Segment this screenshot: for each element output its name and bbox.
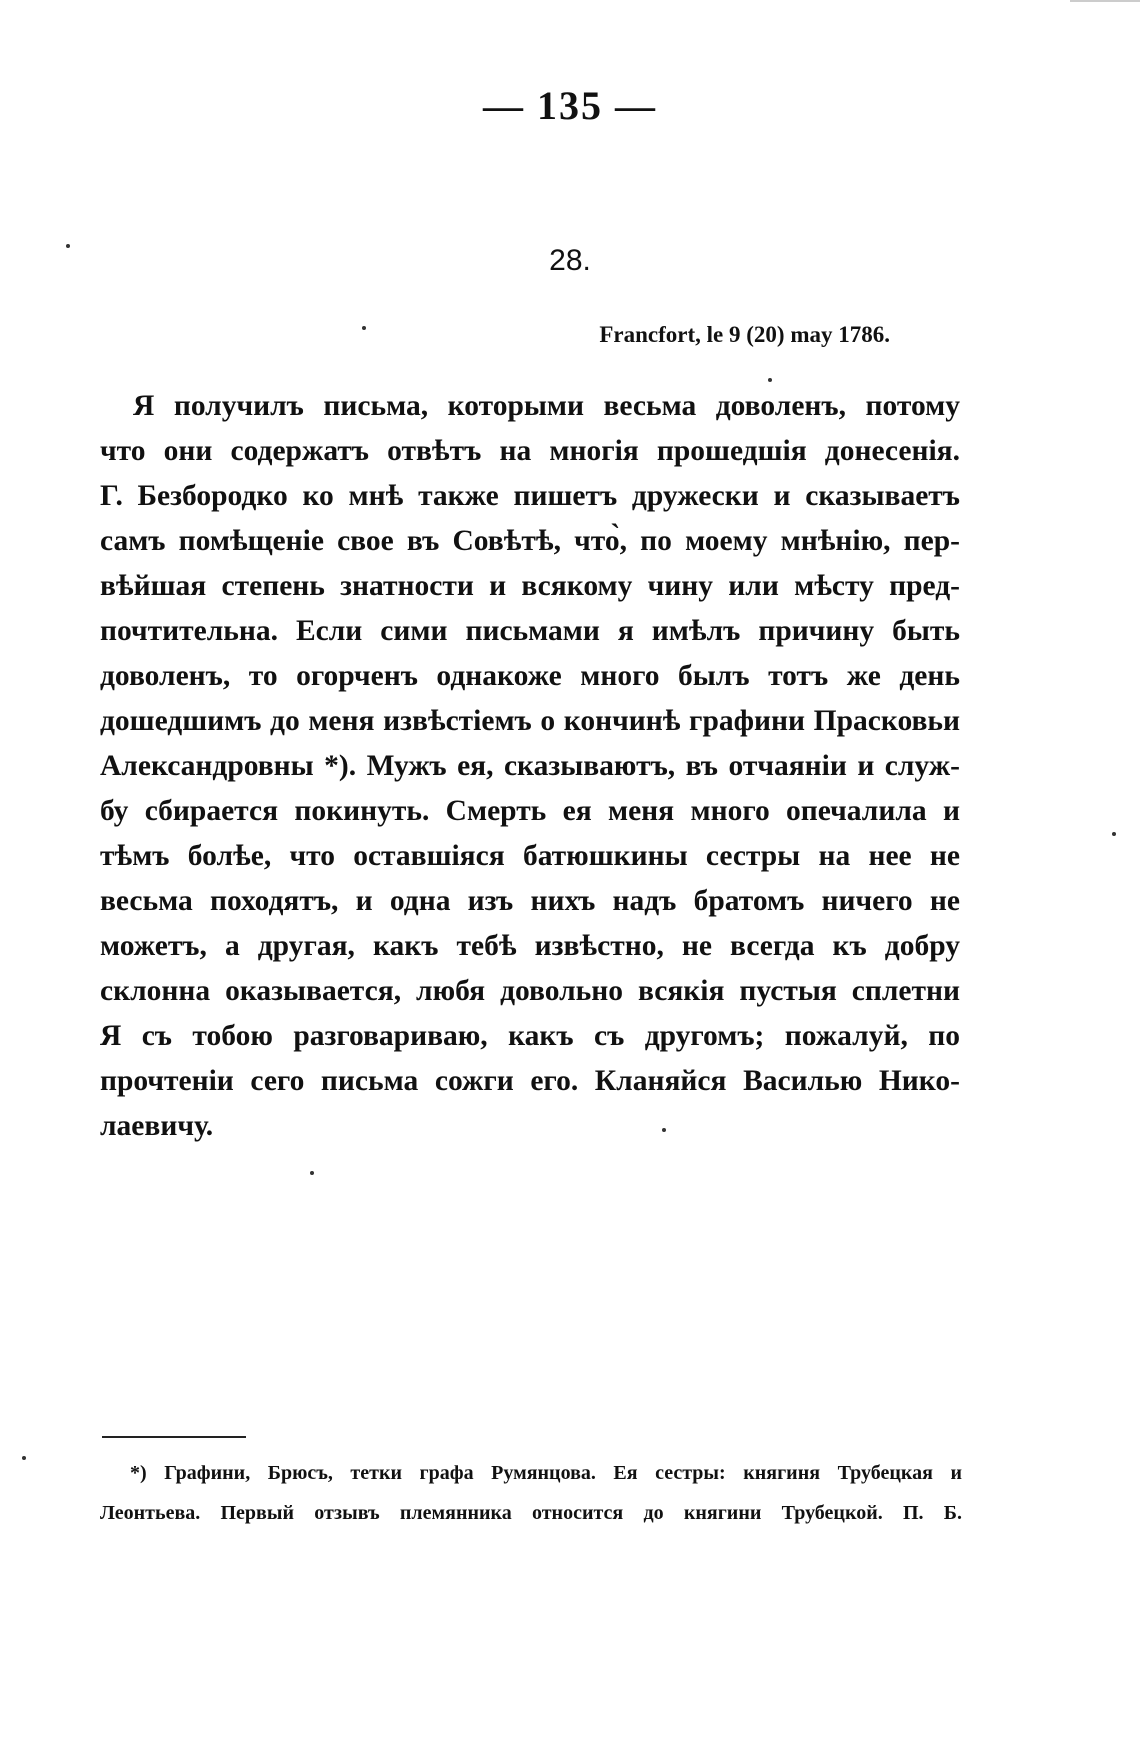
footnote-line: *) Графини, Брюсъ, тетки графа Румянцова. Ея сестры: княгиня Трубецкая и bbox=[130, 1462, 962, 1484]
body-line: самъ помѣщеніе свое въ Совѣтѣ, что̀, по моему мнѣнію, пер- bbox=[100, 525, 960, 557]
body-line: Александровны *). Мужъ ея, сказываютъ, въ отчаяніи и служ- bbox=[100, 750, 960, 782]
letter-dateline: Francfort, le 9 (20) may 1786. bbox=[599, 322, 890, 347]
body-line: что они содержатъ отвѣтъ на многія прошедшія донесенія. bbox=[100, 435, 960, 467]
footnote bbox=[100, 1453, 962, 1533]
body-line: прочтеніи сего письма сожги его. Кланяйся Василью Нико- bbox=[100, 1065, 960, 1097]
body-line: бу сбирается покинуть. Смерть ея меня много опечалила и bbox=[100, 795, 960, 827]
body-line: склонна оказывается, любя довольно всякія пустыя сплетни bbox=[100, 975, 960, 1007]
footnote-divider bbox=[102, 1436, 246, 1438]
scan-edge-mark bbox=[1070, 0, 1140, 2]
body-line: Я получилъ письма, которыми весьма доволенъ, потому bbox=[133, 390, 960, 422]
page-number: — 135 — bbox=[483, 83, 657, 128]
scan-speck bbox=[66, 244, 70, 248]
body-line: можетъ, а другая, какъ тебѣ извѣстно, не всегда къ добру bbox=[100, 930, 960, 962]
body-line: почтительна. Если сими письмами я имѣлъ причину быть bbox=[100, 615, 960, 647]
scan-speck bbox=[1112, 832, 1116, 836]
body-line: весьма походятъ, и одна изъ нихъ надъ братомъ ничего не bbox=[100, 885, 960, 917]
letter-number: 28. bbox=[549, 244, 591, 277]
body-line: вѣйшая степень знатности и всякому чину или мѣсту пред- bbox=[100, 570, 960, 602]
body-line: лаевичу. bbox=[100, 1110, 214, 1142]
body-line: тѣмъ болѣе, что оставшіяся батюшкины сестры на нее не bbox=[100, 840, 960, 872]
body-line: доволенъ, то огорченъ однакоже много былъ тотъ же день bbox=[100, 660, 960, 692]
scan-speck bbox=[310, 1171, 314, 1175]
scan-speck bbox=[662, 1128, 666, 1132]
scan-speck bbox=[362, 326, 366, 330]
letter-body bbox=[100, 384, 960, 1149]
scan-speck bbox=[22, 1456, 26, 1460]
body-line: дошедшимъ до меня извѣстіемъ о кончинѣ графини Прасковьи bbox=[100, 705, 960, 737]
footnote-line: Леонтьева. Первый отзывъ племянника относится до княгини Трубецкой. П. Б. bbox=[100, 1502, 962, 1524]
body-line: Г. Безбородко ко мнѣ также пишетъ дружески и сказываетъ bbox=[100, 480, 960, 512]
body-line: Я съ тобою разговариваю, какъ съ другомъ; пожалуй, по bbox=[100, 1020, 960, 1052]
scan-speck bbox=[768, 378, 772, 382]
